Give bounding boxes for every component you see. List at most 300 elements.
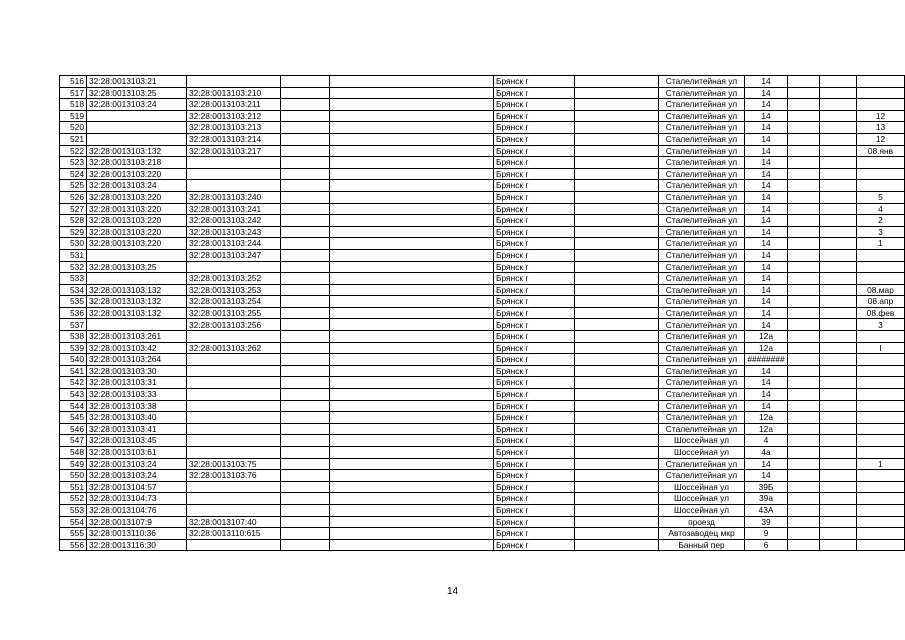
cadastral-number-2-cell: 32:28:0013103:252 [187,273,281,285]
street-cell: Сталелитейная ул [659,423,745,435]
cadastral-number-1-cell: 32:28:0013103:132 [87,307,187,319]
cadastral-number-2-cell: 32:28:0013107:40 [187,516,281,528]
cell-empty-a-cell [281,354,330,366]
cadastral-number-2-cell [187,365,281,377]
cadastral-number-2-cell [187,504,281,516]
apartment-cell: I [857,342,905,354]
cell-empty-e-cell [820,400,857,412]
cell-empty-b-cell [330,133,494,145]
cell-empty-b-cell [330,342,494,354]
house-number-cell: 39Б [745,481,788,493]
cell-empty-a-cell [281,493,330,505]
table-row [60,470,905,482]
cell-empty-d-cell [788,389,820,401]
apartment-cell: 13 [857,122,905,134]
cell-empty-c-cell [575,435,659,447]
cell-empty-d-cell [788,261,820,273]
house-number-cell: 9 [745,528,788,540]
cell-empty-d-cell [788,249,820,261]
cell-empty-e-cell [820,354,857,366]
cell-empty-d-cell [788,215,820,227]
row-number-cell: 552 [60,493,87,505]
cell-empty-d-cell [788,342,820,354]
row-number-cell: 523 [60,157,87,169]
row-number-cell: 551 [60,481,87,493]
street-cell: Сталелитейная ул [659,249,745,261]
cell-empty-d-cell [788,284,820,296]
cell-empty-c-cell [575,354,659,366]
cell-empty-c-cell [575,307,659,319]
city-cell: Брянск г [494,481,575,493]
street-cell: Шоссейная ул [659,447,745,459]
row-number-cell: 527 [60,203,87,215]
cell-empty-e-cell [820,87,857,99]
cell-empty-c-cell [575,377,659,389]
apartment-cell: 08.янв [857,145,905,157]
cell-empty-a-cell [281,516,330,528]
cadastral-number-1-cell: 32:28:0013103:30 [87,365,187,377]
cell-empty-a-cell [281,377,330,389]
street-cell: Сталелитейная ул [659,273,745,285]
cadastral-number-2-cell [187,180,281,192]
cell-empty-d-cell [788,307,820,319]
cadastral-number-2-cell: 32:28:0013103:212 [187,110,281,122]
cell-empty-a-cell [281,215,330,227]
cadastral-number-1-cell: 32:28:0013103:40 [87,412,187,424]
street-cell: Сталелитейная ул [659,226,745,238]
row-number-cell: 532 [60,261,87,273]
cell-empty-e-cell [820,307,857,319]
cell-empty-b-cell [330,110,494,122]
cell-empty-b-cell [330,249,494,261]
apartment-cell [857,481,905,493]
cell-empty-b-cell [330,203,494,215]
cell-empty-a-cell [281,249,330,261]
city-cell: Брянск г [494,180,575,192]
street-cell: Сталелитейная ул [659,365,745,377]
cell-empty-d-cell [788,400,820,412]
street-cell: Сталелитейная ул [659,203,745,215]
table-row [60,365,905,377]
row-number-cell: 548 [60,447,87,459]
cell-empty-c-cell [575,331,659,343]
cadastral-number-2-cell [187,400,281,412]
cell-empty-b-cell [330,470,494,482]
row-number-cell: 550 [60,470,87,482]
table-row [60,157,905,169]
row-number-cell: 539 [60,342,87,354]
cell-empty-c-cell [575,157,659,169]
table-row [60,249,905,261]
cell-empty-c-cell [575,458,659,470]
apartment-cell: 3 [857,319,905,331]
cell-empty-b-cell [330,539,494,551]
cadastral-number-2-cell: 32:28:0013103:255 [187,307,281,319]
street-cell: Сталелитейная ул [659,180,745,192]
cell-empty-a-cell [281,319,330,331]
cell-empty-e-cell [820,504,857,516]
cell-empty-a-cell [281,284,330,296]
cell-empty-e-cell [820,447,857,459]
house-number-cell: ######## [745,354,788,366]
cell-empty-a-cell [281,226,330,238]
cell-empty-c-cell [575,528,659,540]
cell-empty-c-cell [575,215,659,227]
row-number-cell: 543 [60,389,87,401]
city-cell: Брянск г [494,226,575,238]
table-row [60,110,905,122]
street-cell: Сталелитейная ул [659,145,745,157]
row-number-cell: 521 [60,133,87,145]
street-cell: Сталелитейная ул [659,296,745,308]
street-cell: Сталелитейная ул [659,261,745,273]
cell-empty-e-cell [820,133,857,145]
cadastral-number-1-cell: 32:28:0013103:220 [87,191,187,203]
cadastral-number-2-cell: 32:28:0013103:241 [187,203,281,215]
cadastral-number-1-cell: 32:28:0013103:220 [87,215,187,227]
apartment-cell [857,470,905,482]
cell-empty-e-cell [820,203,857,215]
cell-empty-e-cell [820,319,857,331]
row-number-cell: 535 [60,296,87,308]
cadastral-number-1-cell: 32:28:0013103:220 [87,168,187,180]
city-cell: Брянск г [494,203,575,215]
cadastral-number-2-cell: 32:28:0013103:247 [187,249,281,261]
cell-empty-e-cell [820,470,857,482]
cadastral-number-1-cell: 32:28:0013103:220 [87,238,187,250]
cell-empty-c-cell [575,249,659,261]
cell-empty-a-cell [281,122,330,134]
table-row [60,400,905,412]
apartment-cell: 1 [857,238,905,250]
apartment-cell [857,377,905,389]
cadastral-number-1-cell: 32:28:0013103:25 [87,87,187,99]
apartment-cell: 1 [857,458,905,470]
city-cell: Брянск г [494,238,575,250]
cadastral-number-1-cell: 32:28:0013103:132 [87,296,187,308]
cell-empty-d-cell [788,458,820,470]
house-number-cell: 14 [745,296,788,308]
cadastral-number-1-cell: 32:28:0013110:36 [87,528,187,540]
table-row [60,389,905,401]
cell-empty-d-cell [788,76,820,88]
apartment-cell [857,168,905,180]
city-cell: Брянск г [494,493,575,505]
row-number-cell: 524 [60,168,87,180]
cell-empty-a-cell [281,447,330,459]
city-cell: Брянск г [494,215,575,227]
cell-empty-e-cell [820,261,857,273]
row-number-cell: 536 [60,307,87,319]
street-cell: Сталелитейная ул [659,238,745,250]
row-number-cell: 540 [60,354,87,366]
street-cell: Сталелитейная ул [659,110,745,122]
apartment-cell: 12 [857,110,905,122]
city-cell: Брянск г [494,365,575,377]
city-cell: Брянск г [494,377,575,389]
house-number-cell: 14 [745,319,788,331]
cell-empty-c-cell [575,238,659,250]
cell-empty-e-cell [820,481,857,493]
cadastral-number-1-cell: 32:28:0013103:24 [87,458,187,470]
apartment-cell: 08.апр [857,296,905,308]
city-cell: Брянск г [494,133,575,145]
cell-empty-b-cell [330,145,494,157]
city-cell: Брянск г [494,122,575,134]
row-number-cell: 522 [60,145,87,157]
cell-empty-d-cell [788,447,820,459]
apartment-cell: 12 [857,133,905,145]
cell-empty-a-cell [281,238,330,250]
cadastral-number-1-cell: 32:28:0013103:33 [87,389,187,401]
row-number-cell: 541 [60,365,87,377]
cell-empty-b-cell [330,365,494,377]
row-number-cell: 545 [60,412,87,424]
cell-empty-e-cell [820,435,857,447]
house-number-cell: 14 [745,307,788,319]
cell-empty-d-cell [788,365,820,377]
cell-empty-b-cell [330,400,494,412]
row-number-cell: 518 [60,99,87,111]
table-row [60,284,905,296]
table-row [60,539,905,551]
cadastral-number-2-cell [187,447,281,459]
cell-empty-c-cell [575,261,659,273]
apartment-cell [857,249,905,261]
street-cell: Сталелитейная ул [659,122,745,134]
cell-empty-e-cell [820,249,857,261]
table-row [60,296,905,308]
cell-empty-d-cell [788,331,820,343]
apartment-cell [857,87,905,99]
cell-empty-b-cell [330,504,494,516]
house-number-cell: 12а [745,342,788,354]
cell-empty-a-cell [281,470,330,482]
cell-empty-b-cell [330,261,494,273]
table-row [60,87,905,99]
house-number-cell: 12а [745,412,788,424]
cadastral-number-1-cell: 32:28:0013103:24 [87,99,187,111]
row-number-cell: 556 [60,539,87,551]
cell-empty-a-cell [281,504,330,516]
cadastral-number-2-cell: 32:28:0013103:76 [187,470,281,482]
cell-empty-d-cell [788,99,820,111]
apartment-cell [857,516,905,528]
cell-empty-c-cell [575,423,659,435]
cadastral-number-1-cell [87,110,187,122]
row-number-cell: 534 [60,284,87,296]
table-row [60,377,905,389]
cell-empty-e-cell [820,273,857,285]
cadastral-number-1-cell: 32:28:0013103:24 [87,470,187,482]
cell-empty-b-cell [330,307,494,319]
cell-empty-a-cell [281,133,330,145]
cell-empty-c-cell [575,516,659,528]
cell-empty-d-cell [788,238,820,250]
cadastral-number-1-cell: 32:28:0013103:21 [87,76,187,88]
cell-empty-c-cell [575,145,659,157]
city-cell: Брянск г [494,191,575,203]
cell-empty-c-cell [575,412,659,424]
cell-empty-d-cell [788,110,820,122]
cell-empty-b-cell [330,238,494,250]
cell-empty-e-cell [820,412,857,424]
city-cell: Брянск г [494,504,575,516]
apartment-cell: 5 [857,191,905,203]
cell-empty-b-cell [330,226,494,238]
cadastral-number-1-cell: 32:28:0013103:220 [87,226,187,238]
cell-empty-d-cell [788,539,820,551]
cadastral-number-1-cell: 32:28:0013103:261 [87,331,187,343]
cell-empty-d-cell [788,145,820,157]
row-number-cell: 547 [60,435,87,447]
cell-empty-d-cell [788,435,820,447]
cadastral-number-1-cell [87,273,187,285]
cadastral-number-1-cell: 32:28:0013107:9 [87,516,187,528]
cadastral-number-1-cell [87,249,187,261]
apartment-cell [857,400,905,412]
apartment-cell: 08.мар [857,284,905,296]
house-number-cell: 14 [745,76,788,88]
house-number-cell: 14 [745,203,788,215]
street-cell: Сталелитейная ул [659,191,745,203]
table-row [60,516,905,528]
cell-empty-d-cell [788,528,820,540]
cell-empty-d-cell [788,354,820,366]
apartment-cell [857,273,905,285]
cell-empty-d-cell [788,296,820,308]
street-cell: Сталелитейная ул [659,76,745,88]
cadastral-number-1-cell: 32:28:0013103:31 [87,377,187,389]
cell-empty-c-cell [575,284,659,296]
cadastral-number-1-cell: 32:28:0013103:24 [87,180,187,192]
cadastral-number-2-cell: 32:28:0013103:217 [187,145,281,157]
cadastral-number-1-cell [87,122,187,134]
cell-empty-a-cell [281,145,330,157]
street-cell: Банный пер [659,539,745,551]
row-number-cell: 555 [60,528,87,540]
table-row [60,354,905,366]
city-cell: Брянск г [494,157,575,169]
row-number-cell: 544 [60,400,87,412]
cell-empty-e-cell [820,99,857,111]
city-cell: Брянск г [494,470,575,482]
city-cell: Брянск г [494,284,575,296]
cell-empty-a-cell [281,435,330,447]
house-number-cell: 14 [745,249,788,261]
apartment-cell [857,157,905,169]
house-number-cell: 14 [745,122,788,134]
cell-empty-c-cell [575,180,659,192]
cell-empty-a-cell [281,76,330,88]
cadastral-number-1-cell: 32:28:0013103:220 [87,203,187,215]
cell-empty-c-cell [575,400,659,412]
street-cell: Сталелитейная ул [659,377,745,389]
cadastral-number-2-cell: 32:28:0013103:210 [187,87,281,99]
cell-empty-d-cell [788,122,820,134]
city-cell: Брянск г [494,447,575,459]
row-number-cell: 517 [60,87,87,99]
cadastral-number-1-cell: 32:28:0013104:57 [87,481,187,493]
apartment-cell [857,528,905,540]
cadastral-number-2-cell: 32:28:0013103:211 [187,99,281,111]
cell-empty-b-cell [330,389,494,401]
cell-empty-e-cell [820,215,857,227]
table-row [60,76,905,88]
cell-empty-e-cell [820,191,857,203]
cell-empty-a-cell [281,273,330,285]
cell-empty-b-cell [330,180,494,192]
cell-empty-b-cell [330,87,494,99]
row-number-cell: 553 [60,504,87,516]
city-cell: Брянск г [494,354,575,366]
city-cell: Брянск г [494,458,575,470]
row-number-cell: 538 [60,331,87,343]
data-table [59,75,905,551]
cell-empty-a-cell [281,110,330,122]
cell-empty-d-cell [788,319,820,331]
table-row [60,481,905,493]
cell-empty-e-cell [820,110,857,122]
city-cell: Брянск г [494,319,575,331]
cadastral-number-2-cell: 32:28:0013103:213 [187,122,281,134]
table-row [60,319,905,331]
row-number-cell: 533 [60,273,87,285]
cadastral-number-2-cell: 32:28:0013103:253 [187,284,281,296]
cadastral-number-2-cell: 32:28:0013103:75 [187,458,281,470]
cell-empty-b-cell [330,99,494,111]
cell-empty-c-cell [575,191,659,203]
cell-empty-e-cell [820,423,857,435]
city-cell: Брянск г [494,389,575,401]
city-cell: Брянск г [494,539,575,551]
cell-empty-b-cell [330,412,494,424]
apartment-cell [857,493,905,505]
table-row [60,412,905,424]
city-cell: Брянск г [494,400,575,412]
table-row [60,226,905,238]
apartment-cell [857,99,905,111]
cadastral-number-2-cell: 32:28:0013103:244 [187,238,281,250]
cell-empty-a-cell [281,412,330,424]
cell-empty-c-cell [575,319,659,331]
apartment-cell [857,412,905,424]
street-cell: Сталелитейная ул [659,99,745,111]
cadastral-number-2-cell [187,423,281,435]
cadastral-number-2-cell [187,412,281,424]
cadastral-number-1-cell: 32:28:0013116:30 [87,539,187,551]
cell-empty-b-cell [330,528,494,540]
cadastral-number-2-cell: 32:28:0013103:254 [187,296,281,308]
cadastral-number-2-cell [187,157,281,169]
house-number-cell: 14 [745,365,788,377]
apartment-cell [857,447,905,459]
apartment-cell: 3 [857,226,905,238]
cell-empty-c-cell [575,76,659,88]
cell-empty-b-cell [330,516,494,528]
table-row [60,504,905,516]
cadastral-number-2-cell [187,377,281,389]
city-cell: Брянск г [494,99,575,111]
cell-empty-a-cell [281,331,330,343]
cell-empty-c-cell [575,389,659,401]
cadastral-number-1-cell: 32:28:0013103:132 [87,145,187,157]
cadastral-number-2-cell [187,539,281,551]
cadastral-number-2-cell [187,435,281,447]
city-cell: Брянск г [494,296,575,308]
table-row [60,493,905,505]
street-cell: Сталелитейная ул [659,168,745,180]
